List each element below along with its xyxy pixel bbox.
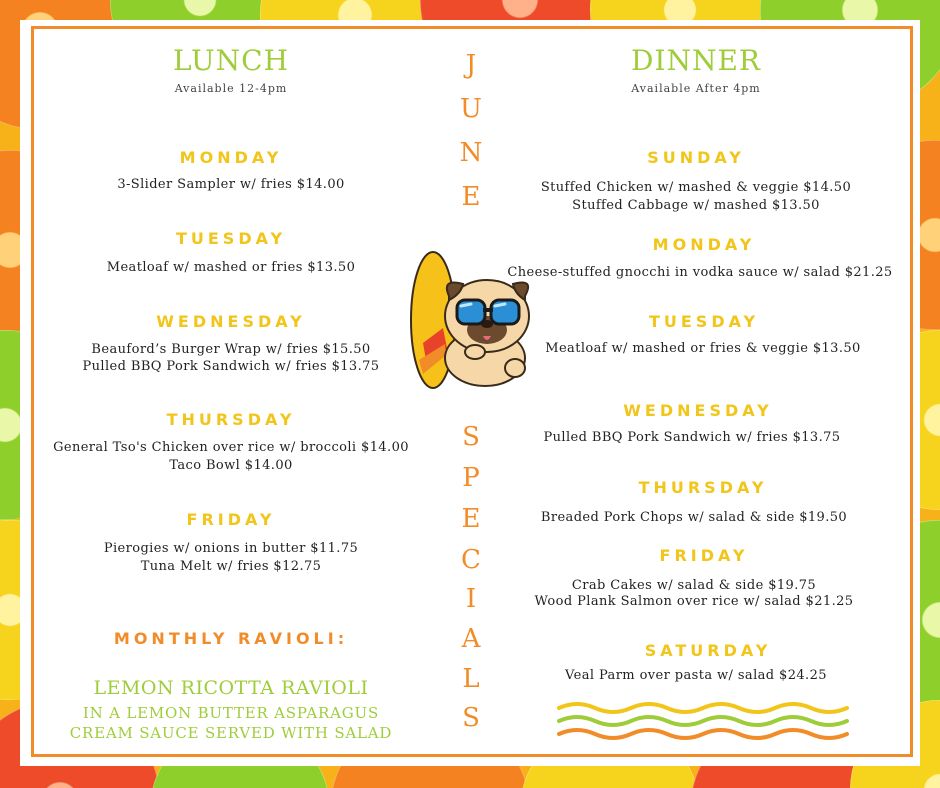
lunch-item: Beauford’s Burger Wrap w/ fries $15.50 [91,342,371,357]
lunch-title: LUNCH [172,44,289,77]
dinner-day-sunday: SUNDAY [647,148,745,167]
monthly-ravioli-name: LEMON RICOTTA RAVIOLI [93,677,369,699]
dinner-item: Stuffed Cabbage w/ mashed $13.50 [572,198,820,213]
dinner-item: Stuffed Chicken w/ mashed & veggie $14.50 [540,180,852,195]
dinner-day-monday: MONDAY [652,235,756,254]
june-letter: J [465,50,477,80]
dinner-day-saturday: SATURDAY [644,641,772,660]
dinner-item: Pulled BBQ Pork Sandwich w/ fries $13.75 [543,430,841,445]
dinner-day-wednesday: WEDNESDAY [623,401,773,420]
june-letter: N [459,138,483,168]
specials-letter: A [461,624,481,654]
dinner-item: Breaded Pork Chops w/ salad & side $19.50 [540,510,848,525]
specials-letter: S [462,422,480,452]
dinner-availability: Available After 4pm [631,82,761,95]
lunch-day-friday: FRIDAY [186,510,276,529]
lunch-day-thursday: THURSDAY [166,410,296,429]
monthly-ravioli-description: IN A LEMON BUTTER ASPARAGUS [82,704,380,722]
monthly-ravioli-description: CREAM SAUCE SERVED WITH SALAD [69,724,393,742]
dinner-day-thursday: THURSDAY [638,478,768,497]
dinner-item: Meatloaf w/ mashed or fries & veggie $13.50 [545,341,861,356]
specials-letter: S [462,703,480,733]
specials-letter: E [461,504,481,534]
lunch-day-wednesday: WEDNESDAY [156,312,306,331]
specials-letter: P [462,463,480,493]
dinner-day-tuesday: TUESDAY [648,312,760,331]
lunch-item: Tuna Melt w/ fries $12.75 [140,559,322,574]
dinner-item: Veal Parm over pasta w/ salad $24.25 [565,668,827,683]
dinner-item: Wood Plank Salmon over rice w/ salad $21.25 [534,594,854,609]
wave-decoration [555,698,850,744]
lunch-item: 3-Slider Sampler w/ fries $14.00 [117,177,345,192]
lunch-availability: Available 12-4pm [174,82,288,95]
monthly-ravioli-heading: MONTHLY RAVIOLI: [113,629,349,648]
june-letter: E [461,182,481,212]
specials-letter: L [462,664,480,694]
dinner-item: Cheese-stuffed gnocchi in vodka sauce w/ salad $21.25 [507,265,893,280]
lunch-item: Taco Bowl $14.00 [169,458,293,473]
lunch-day-tuesday: TUESDAY [175,229,287,248]
lunch-day-monday: MONDAY [179,148,283,167]
lunch-item: Pierogies w/ onions in butter $11.75 [103,541,359,556]
june-letter: U [460,94,482,124]
specials-letter: C [461,545,481,575]
lunch-item: General Tso's Chicken over rice w/ broccoli $14.00 [53,440,409,455]
lunch-item: Meatloaf w/ mashed or fries $13.50 [106,260,356,275]
dinner-day-friday: FRIDAY [659,546,749,565]
specials-letter: I [465,584,477,614]
lunch-item: Pulled BBQ Pork Sandwich w/ fries $13.75 [82,359,380,374]
dinner-title: DINNER [630,44,762,77]
dinner-item: Crab Cakes w/ salad & side $19.75 [571,578,817,593]
